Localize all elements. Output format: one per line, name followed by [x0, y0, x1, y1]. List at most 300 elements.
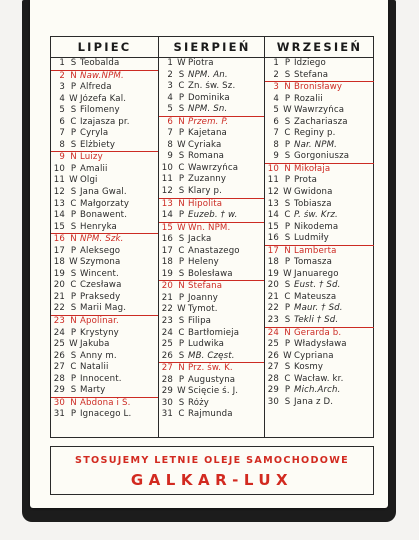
name-day: Bonawent. [80, 210, 128, 221]
day-row [265, 187, 374, 199]
weekday-letter: P [178, 339, 185, 350]
name-day: Prz. św. K. [188, 363, 233, 374]
day-number: 7 [273, 128, 279, 139]
day-row [51, 351, 158, 363]
weekday-letter: N [70, 397, 77, 408]
day-row [159, 116, 265, 129]
day-row [265, 385, 374, 397]
weekday-letter: P [70, 373, 77, 384]
weekday-letter: C [178, 81, 185, 92]
day-number: 1 [273, 58, 279, 68]
name-day: Jana Gwal. [80, 187, 127, 198]
name-day: Mikołaja [294, 163, 331, 174]
name-day: Bartłomieja [188, 327, 240, 338]
day-row [265, 315, 374, 327]
name-day: Heleny [188, 257, 219, 268]
name-day: Reginy p. [294, 128, 336, 139]
name-day: Ścięcie ś. J. [188, 386, 239, 397]
day-row [265, 233, 374, 245]
weekday-letter: S [70, 303, 77, 314]
day-number: 14 [53, 210, 65, 221]
day-number: 22 [267, 303, 279, 314]
name-day: Ignacego L. [80, 409, 132, 420]
name-day: Romana [188, 151, 225, 162]
day-row [51, 339, 158, 351]
day-row [265, 117, 374, 129]
day-number: 25 [53, 339, 65, 350]
name-day: Amalii [80, 163, 108, 174]
weekday-letter: S [284, 69, 291, 80]
day-row [159, 140, 265, 152]
day-list [159, 58, 265, 421]
day-row [265, 175, 374, 187]
weekday-letter: Ś [70, 268, 77, 279]
day-row [159, 174, 265, 186]
day-number: 19 [161, 268, 173, 279]
day-row [159, 269, 265, 281]
day-number: 3 [59, 82, 65, 93]
day-row [51, 292, 158, 304]
weekday-letter: W [69, 257, 78, 268]
day-row [51, 128, 158, 140]
name-day: NPM. Szk. [80, 234, 124, 245]
name-day: Józefa Kal. [80, 93, 127, 104]
weekday-letter: W [177, 139, 186, 150]
name-day: Innocent. [80, 373, 122, 384]
day-row [51, 117, 158, 129]
name-day: Olgi [80, 175, 98, 186]
ad-brand: GALKAR-LUX [130, 471, 294, 489]
weekday-letter: Ś [284, 198, 291, 209]
name-day: Szymona [80, 257, 121, 268]
weekday-letter: S [178, 104, 185, 115]
day-number: 3 [273, 82, 279, 93]
day-row [51, 269, 158, 281]
day-number: 20 [53, 280, 65, 291]
weekday-letter: Ś [178, 397, 185, 408]
name-day: Bolesława [188, 268, 233, 279]
weekday-letter: C [178, 162, 185, 173]
day-row [265, 210, 374, 222]
day-number: 19 [267, 268, 279, 279]
day-number: 8 [273, 139, 279, 150]
weekday-letter: N [178, 281, 185, 292]
weekday-letter: S [178, 268, 185, 279]
weekday-letter: W [177, 304, 186, 315]
day-row [51, 94, 158, 106]
name-day: Bronisławy [294, 82, 343, 93]
day-row [51, 280, 158, 292]
month-header: LIPIEC [51, 37, 158, 58]
name-day: Anny m. [80, 350, 117, 361]
name-day: Klary p. [188, 186, 223, 197]
day-number: 8 [59, 139, 65, 150]
day-row [51, 82, 158, 94]
weekday-letter: N [284, 82, 291, 93]
weekday-letter: W [283, 187, 292, 198]
month-column [51, 37, 158, 437]
weekday-letter: C [284, 128, 291, 139]
month-column [264, 37, 374, 437]
day-number: 2 [59, 70, 65, 81]
day-number: 16 [53, 234, 65, 245]
weekday-letter: P [284, 257, 291, 268]
day-number: 12 [53, 187, 65, 198]
weekday-letter: C [70, 116, 77, 127]
name-day: Natalii [80, 362, 109, 373]
weekday-letter: Ś [284, 116, 291, 127]
day-row [159, 104, 265, 116]
day-row [265, 222, 374, 234]
weekday-letter: S [70, 221, 77, 232]
day-number: 9 [167, 151, 173, 162]
weekday-letter: W [69, 175, 78, 186]
weekday-letter: P [284, 303, 291, 314]
day-number: 20 [161, 281, 173, 292]
weekday-letter: N [70, 234, 77, 245]
weekday-letter: P [284, 339, 291, 350]
name-day: Filipa [188, 316, 212, 327]
weekday-letter: N [70, 70, 77, 81]
name-day: Wawrzyńca [188, 162, 239, 173]
day-row [159, 351, 265, 363]
day-row [51, 362, 158, 374]
day-row [159, 386, 265, 398]
name-day: Zn. św. Sz. [188, 81, 236, 92]
day-number: 16 [161, 234, 173, 245]
weekday-letter: C [178, 409, 185, 420]
day-number: 18 [161, 257, 173, 268]
day-list [51, 58, 158, 421]
day-number: 13 [53, 198, 65, 209]
advertisement-box [50, 446, 374, 495]
name-day: Marii Mag. [80, 303, 127, 314]
name-day: Wawrzyńca [294, 105, 345, 116]
name-day: Cypriana [294, 350, 334, 361]
name-day: Jakuba [80, 339, 110, 350]
month-header: SIERPIEŃ [159, 37, 265, 58]
day-number: 24 [53, 327, 65, 338]
name-day: Abdona i S. [80, 397, 131, 408]
day-number: 13 [267, 198, 279, 209]
day-row [265, 245, 374, 258]
day-number: 29 [267, 385, 279, 396]
weekday-letter: C [284, 210, 291, 221]
day-number: 29 [161, 386, 173, 397]
day-number: 28 [267, 373, 279, 384]
day-number: 18 [267, 257, 279, 268]
name-day: Tekli † Śd. [294, 315, 339, 326]
weekday-letter: Ś [70, 187, 77, 198]
calendar-page [30, 0, 388, 508]
weekday-letter: S [178, 186, 185, 197]
name-day: Dominika [188, 92, 230, 103]
weekday-letter: Ś [178, 316, 185, 327]
day-number: 7 [59, 128, 65, 139]
day-row [265, 292, 374, 304]
name-day: Naw.NPM. [80, 70, 124, 81]
day-number: 9 [273, 151, 279, 162]
name-day: Marty [80, 385, 106, 396]
weekday-letter: N [284, 245, 291, 256]
day-number: 3 [167, 81, 173, 92]
day-number: 13 [161, 198, 173, 209]
day-row [159, 210, 265, 222]
day-number: 21 [53, 291, 65, 302]
day-number: 17 [267, 245, 279, 256]
day-number: 11 [267, 175, 279, 186]
day-number: 4 [167, 92, 173, 103]
weekday-letter: W [177, 386, 186, 397]
name-day: MB. Częst. [188, 350, 235, 361]
day-number: 25 [161, 339, 173, 350]
day-row [159, 339, 265, 351]
name-day: Prota [294, 175, 318, 186]
weekday-letter: P [70, 128, 77, 139]
name-day: Joanny [188, 292, 218, 303]
weekday-letter: W [177, 222, 186, 233]
weekday-letter: P [70, 291, 77, 302]
weekday-letter: N [284, 163, 291, 174]
day-number: 25 [267, 339, 279, 350]
day-row [51, 374, 158, 386]
day-number: 22 [161, 304, 173, 315]
day-row [159, 409, 265, 421]
name-day: Ludwika [188, 339, 225, 350]
name-day: Wacław. kr. [294, 373, 344, 384]
day-number: 1 [59, 58, 65, 68]
name-day: Filomeny [80, 105, 120, 116]
name-day: Piotra [188, 58, 214, 68]
name-day: Tobiasza [294, 198, 332, 209]
day-number: 6 [59, 116, 65, 127]
weekday-letter: S [70, 58, 77, 68]
day-row [265, 81, 374, 94]
weekday-letter: Ś [70, 350, 77, 361]
day-number: 27 [161, 363, 173, 374]
weekday-letter: N [178, 116, 185, 127]
name-day: Eust. † Śd. [294, 280, 341, 291]
day-row [51, 385, 158, 397]
day-row [159, 163, 265, 175]
weekday-letter: W [283, 350, 292, 361]
weekday-letter: W [283, 268, 292, 279]
day-number: 6 [273, 116, 279, 127]
day-row [51, 246, 158, 258]
name-day: Tomasza [294, 257, 332, 268]
name-day: Anastazego [188, 245, 240, 256]
name-day: Teobalda [80, 58, 120, 68]
weekday-letter: S [284, 396, 291, 407]
name-day: Zuzanny [188, 174, 227, 185]
name-day: Krystyny [80, 327, 119, 338]
day-row [265, 280, 374, 292]
name-day: Mateusza [294, 291, 337, 302]
name-day: Nar. NPM. [294, 139, 338, 150]
day-number: 7 [167, 128, 173, 139]
name-day: Gorgoniusza [294, 151, 350, 162]
day-number: 5 [273, 105, 279, 116]
day-number: 10 [53, 163, 65, 174]
day-row [51, 328, 158, 340]
day-row [51, 140, 158, 152]
name-day: NPM. An. [188, 69, 228, 80]
weekday-letter: Ś [70, 105, 77, 116]
name-day: Jana z D. [294, 396, 334, 407]
name-day: Jacka [188, 234, 212, 245]
day-row [159, 304, 265, 316]
day-number: 12 [267, 187, 279, 198]
day-number: 15 [161, 222, 173, 233]
day-row [265, 128, 374, 140]
name-day: Mich.Arch. [294, 385, 341, 396]
calendar-grid [50, 36, 374, 438]
day-number: 27 [53, 362, 65, 373]
weekday-letter: S [70, 139, 77, 150]
weekday-letter: S [284, 315, 291, 326]
day-row [159, 328, 265, 340]
day-number: 30 [161, 397, 173, 408]
weekday-letter: P [284, 385, 291, 396]
day-row [265, 151, 374, 163]
name-day: Cyryla [80, 128, 109, 139]
day-number: 17 [53, 245, 65, 256]
day-number: 8 [167, 139, 173, 150]
name-day: Róży [188, 397, 210, 408]
weekday-letter: S [178, 350, 185, 361]
day-number: 21 [267, 291, 279, 302]
name-day: Hipolita [188, 198, 223, 209]
weekday-letter: P [178, 257, 185, 268]
day-row [265, 269, 374, 281]
day-row [265, 140, 374, 152]
name-day: Ludmiły [294, 233, 329, 244]
weekday-letter: P [70, 210, 77, 221]
day-row [51, 105, 158, 117]
weekday-letter: C [70, 198, 77, 209]
day-number: 29 [53, 385, 65, 396]
weekday-letter: P [70, 163, 77, 174]
day-number: 11 [53, 175, 65, 186]
day-number: 14 [267, 210, 279, 221]
day-row [265, 105, 374, 117]
day-row [159, 70, 265, 82]
day-row [265, 303, 374, 315]
name-day: Gwidona [294, 187, 333, 198]
day-row [159, 198, 265, 211]
weekday-letter: P [70, 82, 77, 93]
name-day: Przem. P. [188, 116, 229, 127]
day-row [159, 398, 265, 410]
weekday-letter: S [284, 233, 291, 244]
weekday-letter: C [178, 327, 185, 338]
day-number: 22 [53, 303, 65, 314]
name-day: NPM. Śn. [188, 104, 228, 115]
day-number: 27 [267, 362, 279, 373]
weekday-letter: P [70, 327, 77, 338]
name-day: Nikodema [294, 221, 339, 232]
day-list [265, 58, 374, 408]
day-row [51, 187, 158, 199]
weekday-letter: P [178, 374, 185, 385]
day-number: 12 [161, 186, 173, 197]
weekday-letter: P [178, 292, 185, 303]
weekday-letter: C [70, 362, 77, 373]
weekday-letter: S [284, 151, 291, 162]
day-number: 11 [161, 174, 173, 185]
day-row [265, 58, 374, 70]
day-row [159, 280, 265, 293]
weekday-letter: Ś [284, 362, 291, 373]
weekday-letter: P [70, 409, 77, 420]
weekday-letter: P [284, 93, 291, 104]
day-row [265, 339, 374, 351]
name-day: Alfreda [80, 82, 112, 93]
day-row [159, 222, 265, 235]
weekday-letter: Ś [284, 280, 291, 291]
weekday-letter: C [284, 291, 291, 302]
day-row [159, 316, 265, 328]
day-row [51, 303, 158, 315]
day-row [265, 374, 374, 386]
name-day: Apolinar. [80, 316, 119, 327]
name-day: Tymot. [188, 304, 218, 315]
weekday-letter: N [284, 327, 291, 338]
weekday-letter: P [284, 175, 291, 186]
day-number: 10 [161, 162, 173, 173]
weekday-letter: C [178, 245, 185, 256]
day-row [51, 315, 158, 328]
name-day: Stefana [294, 69, 329, 80]
name-day: Idziego [294, 58, 326, 68]
weekday-letter: C [284, 373, 291, 384]
day-row [159, 58, 265, 70]
name-day: P. św. Krz. [294, 210, 338, 221]
weekday-letter: P [284, 58, 291, 68]
day-number: 5 [59, 105, 65, 116]
weekday-letter: P [284, 221, 291, 232]
weekday-letter: N [70, 152, 77, 163]
name-day: Wincent. [80, 268, 119, 279]
day-number: 2 [167, 69, 173, 80]
day-number: 4 [273, 93, 279, 104]
name-day: Izajasza pr. [80, 116, 130, 127]
day-number: 15 [267, 221, 279, 232]
day-row [159, 362, 265, 375]
day-row [265, 199, 374, 211]
day-row [265, 94, 374, 106]
day-row [265, 70, 374, 82]
day-number: 10 [267, 163, 279, 174]
day-number: 28 [53, 373, 65, 384]
name-day: Elżbiety [80, 139, 116, 150]
weekday-letter: C [70, 280, 77, 291]
name-day: Cyriaka [188, 139, 222, 150]
day-row [51, 70, 158, 83]
day-number: 23 [267, 315, 279, 326]
day-number: 6 [167, 116, 173, 127]
day-number: 15 [53, 221, 65, 232]
day-row [51, 199, 158, 211]
name-day: Lamberta [294, 245, 337, 256]
day-row [51, 210, 158, 222]
day-number: 23 [161, 316, 173, 327]
ad-slogan: STOSUJEMY LETNIE OLEJE SAMOCHODOWE [75, 455, 349, 466]
name-day: Gerarda b. [294, 327, 342, 338]
name-day: Kosmy [294, 362, 324, 373]
day-row [159, 93, 265, 105]
day-number: 2 [273, 69, 279, 80]
